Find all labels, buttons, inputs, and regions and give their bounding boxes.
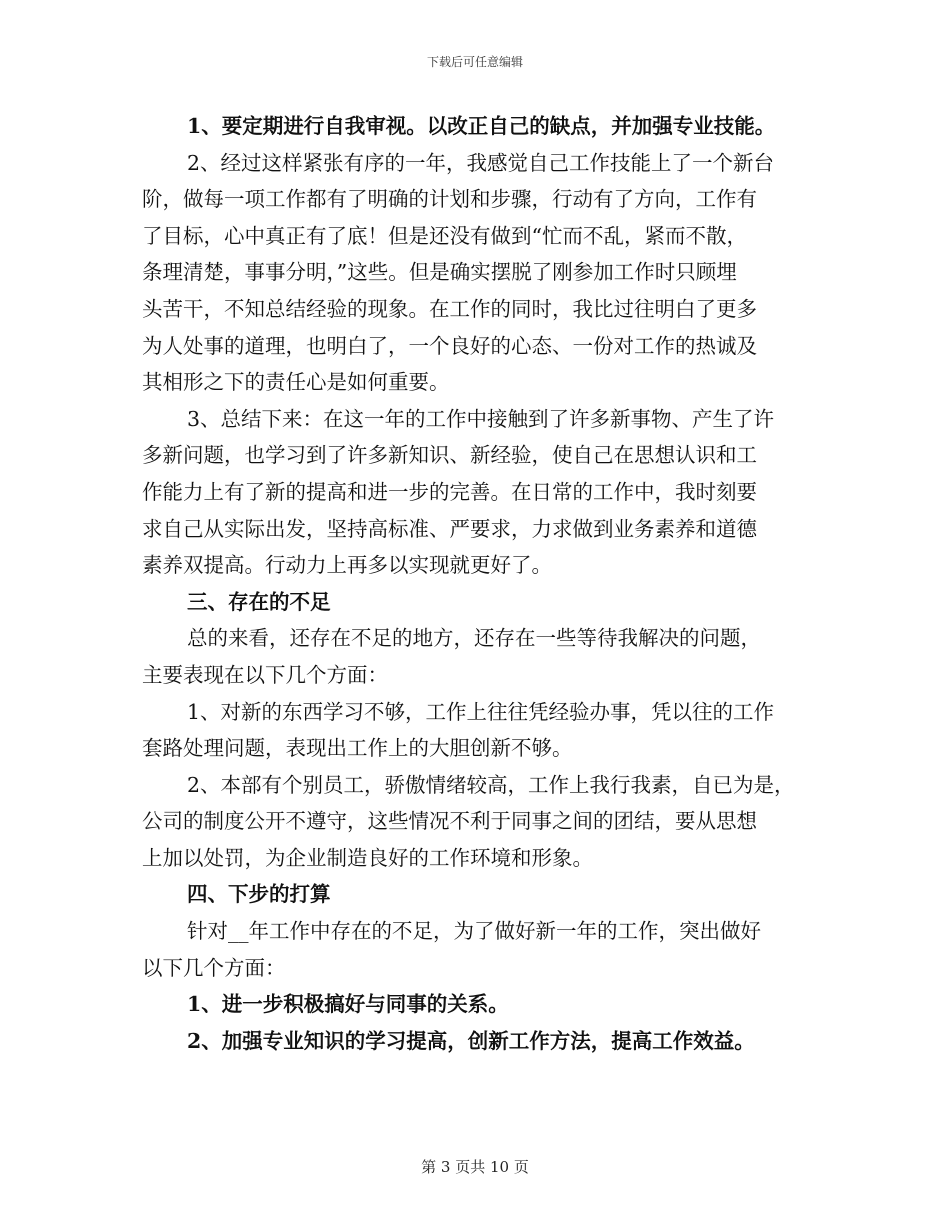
text-line: 其相形之下的责任心是如何重要。 — [142, 370, 450, 395]
heading-line: 1、要定期进行自我审视。以改正自己的缺点，并加强专业技能。 — [187, 114, 776, 138]
text-line: 了目标，心中真正有了底！但是还没有做到“忙而不乱，紧而不散， — [142, 223, 747, 248]
document-body — [142, 108, 810, 1059]
text-line: 条理清楚，事事分明，”这些。但是确实摆脱了刚参加工作时只顾埋 — [142, 260, 737, 285]
page-footer: 第 3 页共 10 页 — [421, 1158, 529, 1176]
text-line: 2、经过这样紧张有序的一年，我感觉自己工作技能上了一个新台 — [187, 150, 775, 175]
heading-line: 2、加强专业知识的学习提高，创新工作方法，提高工作效益。 — [187, 1028, 755, 1053]
text-line: 以下几个方面： — [142, 955, 286, 980]
text-line: 素养双提高。行动力上再多以实现就更好了。 — [142, 553, 552, 578]
text-line: 作能力上有了新的提高和进一步的完善。在日常的工作中，我时刻要 — [142, 479, 757, 504]
header-note: 下载后可任意编辑 — [426, 55, 523, 69]
text-line: 主要表现在以下几个方面： — [142, 662, 388, 687]
text-line: 1、对新的东西学习不够，工作上往往凭经验办事，凭以往的工作 — [187, 699, 775, 724]
text-line: 上加以处罚，为企业制造良好的工作环境和形象。 — [142, 845, 593, 870]
heading-line: 四、下步的打算 — [187, 882, 331, 907]
text-line: 总的来看，还存在不足的地方，还存在一些等待我解决的问题， — [187, 626, 761, 651]
text-line: 公司的制度公开不遵守，这些情况不利于同事之间的团结，要从思想 — [142, 809, 757, 834]
text-line: 2、本部有个别员工，骄傲情绪较高，工作上我行我素，自已为是， — [187, 772, 795, 797]
heading-line: 1、进一步积极搞好与同事的关系。 — [187, 992, 509, 1017]
text-line: 求自己从实际出发，坚持高标准、严要求，力求做到业务素养和道德 — [142, 516, 757, 541]
text-line: 套路处理问题，表现出工作上的大胆创新不够。 — [142, 736, 573, 761]
text-line: 3、总结下来：在这一年的工作中接触到了许多新事物、产生了许 — [187, 406, 775, 431]
text-line: 阶，做每一项工作都有了明确的计划和步骤，行动有了方向，工作有 — [142, 187, 757, 212]
text-line: 多新问题，也学习到了许多新知识、新经验，使自己在思想认识和工 — [142, 443, 757, 468]
text-line: 头苦干，不知总结经验的现象。在工作的同时，我比过往明白了更多 — [142, 296, 757, 321]
heading-line: 三、存在的不足 — [187, 589, 331, 614]
text-line: 针对__年工作中存在的不足，为了做好新一年的工作，突出做好 — [187, 919, 761, 944]
text-line: 为人处事的道理，也明白了，一个良好的心态、一份对工作的热诚及 — [142, 333, 757, 358]
